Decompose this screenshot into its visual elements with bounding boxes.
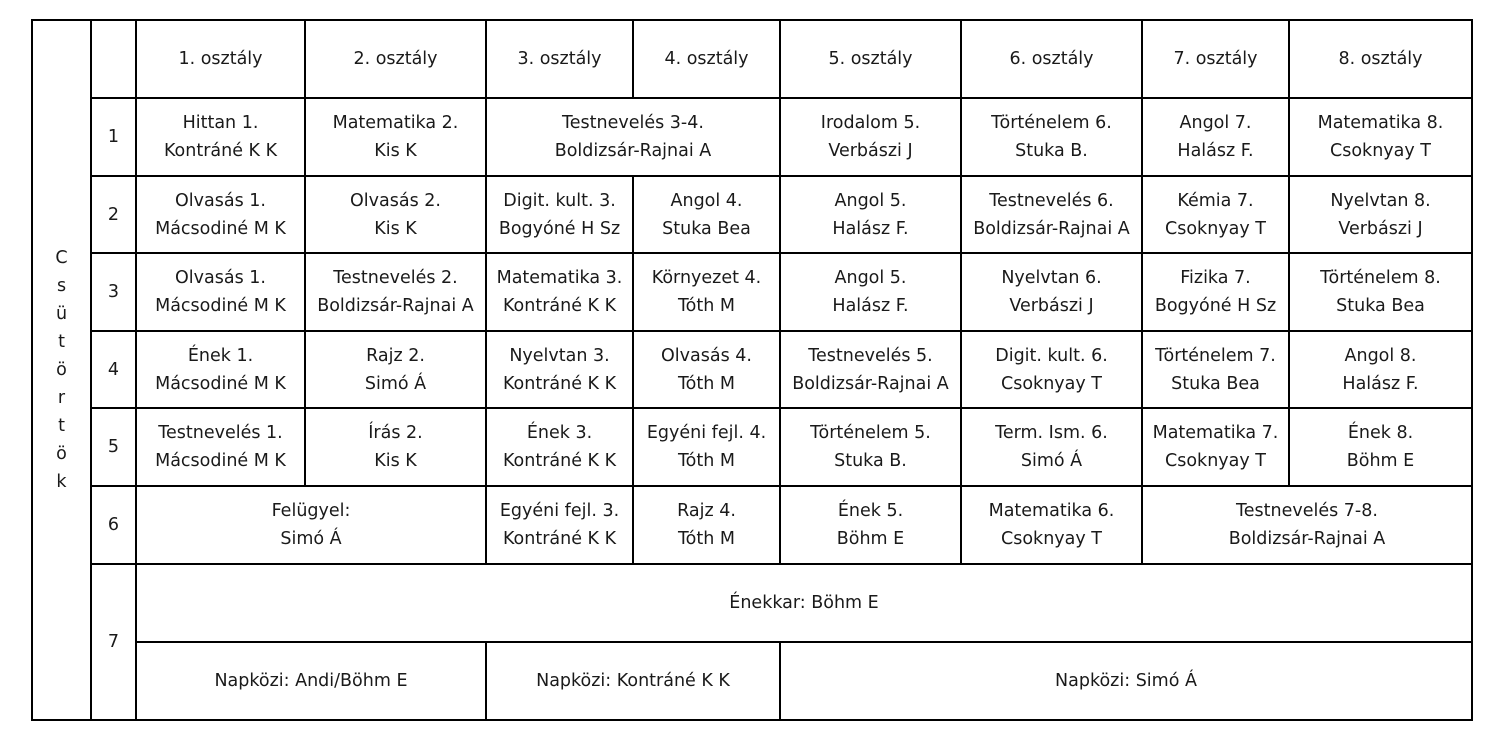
lesson-cell xyxy=(136,331,305,408)
lesson-cell xyxy=(961,98,1142,176)
lesson-teacher: Bogyóné H Sz xyxy=(498,218,621,239)
lesson-subject: Testnevelés 5. xyxy=(808,345,933,366)
class-header: 1. osztály xyxy=(136,20,305,98)
lesson-subject: Rajz 4. xyxy=(677,501,736,521)
period-number: 1 xyxy=(91,98,136,176)
lesson-teacher: Mácsodiné M K xyxy=(155,218,286,239)
choir-cell: Énekkar: Böhm E xyxy=(136,564,1472,642)
lesson-teacher: Boldizsár-Rajnai A xyxy=(554,141,712,161)
lesson-cell xyxy=(1289,253,1472,331)
lesson-cell xyxy=(305,253,486,331)
lesson-cell xyxy=(486,486,633,564)
day-letter: ü xyxy=(55,304,68,324)
lesson-subject: Történelem 7. xyxy=(1155,345,1276,366)
lesson-cell xyxy=(136,176,305,253)
lesson-subject: Matematika 3. xyxy=(496,268,623,288)
lesson-teacher: Halász F. xyxy=(1342,373,1419,394)
lesson-teacher: Stuka Bea xyxy=(662,218,751,239)
lesson-cell xyxy=(780,331,961,408)
lesson-cell xyxy=(633,176,780,253)
class-header: 5. osztály xyxy=(780,20,961,98)
lesson-teacher: Verbászi J xyxy=(1338,218,1423,239)
lesson-subject: Írás 2. xyxy=(368,423,423,443)
lesson-subject: Történelem 6. xyxy=(991,113,1112,133)
lesson-cell xyxy=(486,408,633,486)
lesson-subject: Digit. kult. 6. xyxy=(995,345,1108,366)
lesson-subject: Olvasás 1. xyxy=(175,268,266,288)
lesson-teacher: Csoknyay T xyxy=(1165,451,1266,471)
class-header: 4. osztály xyxy=(633,20,780,98)
lesson-cell xyxy=(1289,176,1472,253)
day-letter: k xyxy=(56,472,67,492)
lesson-subject: Ének 3. xyxy=(526,423,593,443)
napkozi-cell: Napközi: Simó Á xyxy=(780,642,1472,720)
lesson-teacher: Csoknyay T xyxy=(1001,373,1102,394)
lesson-subject: Testnevelés 1. xyxy=(158,423,283,443)
lesson-subject: Kémia 7. xyxy=(1177,190,1254,211)
lesson-teacher: Mácsodiné M K xyxy=(155,451,286,471)
lesson-subject: Történelem 5. xyxy=(810,423,931,443)
day-letter: t xyxy=(58,416,65,436)
lesson-subject: Matematika 6. xyxy=(988,501,1115,521)
lesson-cell xyxy=(1142,176,1289,253)
lesson-subject: Felügyel: xyxy=(271,501,351,521)
lesson-cell xyxy=(486,98,780,176)
lesson-cell xyxy=(305,98,486,176)
period-number: 5 xyxy=(91,408,136,486)
lesson-cell xyxy=(633,253,780,331)
lesson-teacher: Tóth M xyxy=(677,529,736,549)
class-header: 8. osztály xyxy=(1289,20,1472,98)
lesson-teacher: Simó Á xyxy=(364,373,427,394)
lesson-cell xyxy=(1142,98,1289,176)
lesson-teacher: Stuka B. xyxy=(834,451,907,471)
lesson-cell xyxy=(780,98,961,176)
lesson-teacher: Böhm E xyxy=(836,529,905,549)
lesson-teacher: Kis K xyxy=(374,218,417,239)
lesson-teacher: Simó Á xyxy=(280,529,342,549)
period-number: 2 xyxy=(91,176,136,253)
lesson-cell xyxy=(136,253,305,331)
lesson-subject: Nyelvtan 3. xyxy=(509,345,610,366)
lesson-cell xyxy=(961,486,1142,564)
lesson-teacher: Boldizsár-Rajnai A xyxy=(792,373,949,394)
day-label xyxy=(32,20,91,720)
lesson-cell xyxy=(1142,486,1472,564)
lesson-teacher: Boldizsár-Rajnai A xyxy=(973,218,1130,239)
day-letter: ö xyxy=(56,360,67,380)
lesson-subject: Angol 5. xyxy=(834,268,907,288)
lesson-cell xyxy=(780,486,961,564)
lesson-cell xyxy=(633,486,780,564)
lesson-teacher: Kontráné K K xyxy=(502,296,617,316)
lesson-teacher: Böhm E xyxy=(1346,451,1415,471)
lesson-subject: Nyelvtan 6. xyxy=(1001,268,1102,288)
lesson-cell xyxy=(305,408,486,486)
lesson-subject: Olvasás 4. xyxy=(661,345,752,366)
day-letter: t xyxy=(58,332,65,352)
lesson-cell xyxy=(961,176,1142,253)
lesson-teacher: Stuka B. xyxy=(1015,141,1088,161)
lesson-teacher: Halász F. xyxy=(832,296,909,316)
lesson-cell xyxy=(633,408,780,486)
timetable xyxy=(31,19,1473,721)
lesson-subject: Fizika 7. xyxy=(1180,268,1251,288)
lesson-teacher: Csoknyay T xyxy=(1165,218,1266,239)
lesson-cell xyxy=(486,176,633,253)
lesson-teacher: Mácsodiné M K xyxy=(155,296,286,316)
period-number: 4 xyxy=(91,331,136,408)
lesson-cell xyxy=(780,176,961,253)
day-letter: r xyxy=(57,388,66,408)
lesson-teacher: Csoknyay T xyxy=(1001,529,1102,549)
lesson-subject: Testnevelés 3-4. xyxy=(562,113,704,133)
lesson-subject: Egyéni fejl. 3. xyxy=(499,501,620,521)
lesson-teacher: Verbászi J xyxy=(828,141,913,161)
lesson-subject: Testnevelés 6. xyxy=(989,190,1114,211)
lesson-cell xyxy=(486,253,633,331)
lesson-subject: Környezet 4. xyxy=(651,268,762,288)
corner-cell xyxy=(91,20,136,98)
lesson-cell xyxy=(136,98,305,176)
lesson-cell xyxy=(961,331,1142,408)
day-letter: C xyxy=(55,248,68,268)
lesson-cell xyxy=(1142,253,1289,331)
lesson-teacher: Stuka Bea xyxy=(1336,296,1425,316)
lesson-teacher: Kontráné K K xyxy=(163,141,278,161)
lesson-teacher: Stuka Bea xyxy=(1171,373,1260,394)
lesson-cell xyxy=(1289,408,1472,486)
lesson-subject: Irodalom 5. xyxy=(820,113,921,133)
lesson-teacher: Tóth M xyxy=(677,373,736,394)
lesson-subject: Digit. kult. 3. xyxy=(503,190,616,211)
lesson-subject: Olvasás 2. xyxy=(350,190,441,211)
lesson-teacher: Tóth M xyxy=(677,296,736,316)
lesson-teacher: Mácsodiné M K xyxy=(155,373,286,394)
lesson-cell xyxy=(1142,331,1289,408)
lesson-cell xyxy=(780,408,961,486)
lesson-cell xyxy=(1142,408,1289,486)
lesson-cell xyxy=(633,331,780,408)
lesson-subject: Matematika 8. xyxy=(1317,113,1444,133)
lesson-teacher: Halász F. xyxy=(832,218,909,239)
lesson-subject: Testnevelés 7-8. xyxy=(1236,501,1378,521)
period-number: 3 xyxy=(91,253,136,331)
lesson-teacher: Bogyóné H Sz xyxy=(1154,296,1277,316)
day-letter: s xyxy=(56,276,67,296)
lesson-cell xyxy=(136,486,486,564)
lesson-cell xyxy=(1289,98,1472,176)
lesson-subject: Ének 5. xyxy=(837,501,904,521)
lesson-subject: Angol 4. xyxy=(670,190,743,211)
lesson-teacher: Csoknyay T xyxy=(1330,141,1431,161)
lesson-teacher: Verbászi J xyxy=(1009,296,1094,316)
lesson-subject: Nyelvtan 8. xyxy=(1330,190,1431,211)
lesson-subject: Ének 8. xyxy=(1347,423,1414,443)
lesson-subject: Ének 1. xyxy=(187,345,254,366)
lesson-subject: Olvasás 1. xyxy=(175,190,266,211)
class-header: 3. osztály xyxy=(486,20,633,98)
lesson-subject: Testnevelés 2. xyxy=(333,268,458,288)
lesson-teacher: Kontráné K K xyxy=(502,529,617,549)
lesson-teacher: Kis K xyxy=(374,451,417,471)
lesson-subject: Angol 8. xyxy=(1344,345,1417,366)
lesson-cell xyxy=(486,331,633,408)
lesson-subject: Rajz 2. xyxy=(366,345,425,366)
lesson-subject: Angol 7. xyxy=(1179,113,1252,133)
lesson-teacher: Kontráné K K xyxy=(502,373,617,394)
napkozi-cell: Napközi: Andi/Böhm E xyxy=(136,642,486,720)
day-letter: ö xyxy=(56,444,67,464)
lesson-subject: Egyéni fejl. 4. xyxy=(646,423,767,443)
lesson-teacher: Simó Á xyxy=(1020,451,1083,471)
lesson-subject: Matematika 7. xyxy=(1152,423,1279,443)
class-header: 7. osztály xyxy=(1142,20,1289,98)
lesson-cell xyxy=(1289,331,1472,408)
class-header: 2. osztály xyxy=(305,20,486,98)
lesson-teacher: Boldizsár-Rajnai A xyxy=(317,296,474,316)
lesson-teacher: Kis K xyxy=(374,141,417,161)
lesson-subject: Angol 5. xyxy=(834,190,907,211)
lesson-cell xyxy=(780,253,961,331)
lesson-subject: Matematika 2. xyxy=(332,113,459,133)
lesson-cell xyxy=(305,331,486,408)
lesson-cell xyxy=(305,176,486,253)
class-header: 6. osztály xyxy=(961,20,1142,98)
napkozi-cell: Napközi: Kontráné K K xyxy=(486,642,780,720)
lesson-teacher: Tóth M xyxy=(677,451,736,471)
lesson-cell xyxy=(136,408,305,486)
lesson-subject: Történelem 8. xyxy=(1320,268,1441,288)
lesson-cell xyxy=(961,253,1142,331)
lesson-subject: Term. Ism. 6. xyxy=(995,423,1108,443)
lesson-subject: Hittan 1. xyxy=(182,113,259,133)
period-number: 6 xyxy=(91,486,136,564)
lesson-teacher: Halász F. xyxy=(1177,141,1254,161)
lesson-cell xyxy=(961,408,1142,486)
lesson-teacher: Boldizsár-Rajnai A xyxy=(1228,529,1386,549)
period-number: 7 xyxy=(91,564,136,720)
lesson-teacher: Kontráné K K xyxy=(502,451,617,471)
